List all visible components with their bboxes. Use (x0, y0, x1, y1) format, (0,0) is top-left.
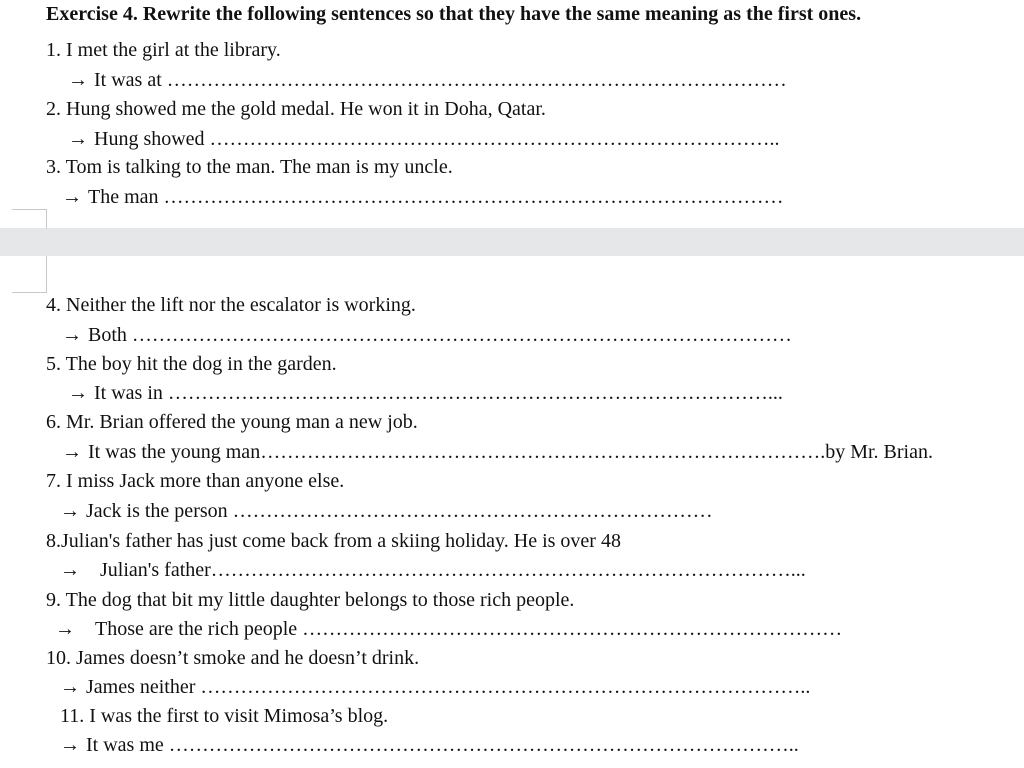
question-4: 4. Neither the lift nor the escalator is working. (46, 294, 416, 316)
answer-line-3[interactable] (62, 185, 784, 209)
answer-line-8[interactable] (60, 558, 806, 582)
answer-prompt-2: Hung showed ………………………………………………………………………….. (94, 128, 780, 150)
arrow-right-icon: → (60, 676, 80, 698)
answer-prompt-7: Jack is the person ……………………………………………………………… (86, 500, 713, 522)
arrow-right-icon: → (62, 324, 82, 346)
answer-prompt-3: The man ………………………………………………………………………………… (88, 186, 784, 208)
answer-prompt-9: Those are the rich people ……………………………………………………………………… (95, 618, 843, 640)
answer-line-5[interactable] (68, 381, 783, 405)
answer-prompt-1: It was at ………………………………………………………………………………… (94, 69, 787, 91)
arrow-right-icon: → (60, 559, 80, 581)
arrow-right-icon: → (68, 69, 88, 91)
arrow-right-icon: → (62, 186, 82, 208)
question-10: 10. James doesn’t smoke and he doesn’t drink. (46, 647, 420, 669)
page-separator (0, 228, 1024, 256)
question-5: 5. The boy hit the dog in the garden. (46, 353, 337, 375)
answer-line-1[interactable] (68, 68, 787, 92)
arrow-right-icon: → (62, 441, 82, 463)
arrow-right-icon: → (68, 382, 88, 404)
exercise-title: Exercise 4. Rewrite the following sentences so that they have the same meaning as the first ones. (46, 3, 862, 25)
answer-prompt-8: Julian's father……………………………………………………………………………... (100, 559, 806, 581)
answer-prompt-10: James neither ……………………………………………………………………………….. (86, 676, 811, 698)
question-9: 9. The dog that bit my little daughter belongs to those rich people. (46, 589, 575, 611)
question-3: 3. Tom is talking to the man. The man is my uncle. (46, 156, 453, 178)
arrow-right-icon: → (60, 500, 80, 522)
question-11: 11. I was the first to visit Mimosa’s blog. (60, 705, 389, 727)
question-6: 6. Mr. Brian offered the young man a new job. (46, 411, 418, 433)
answer-line-10[interactable] (60, 675, 810, 699)
answer-prompt-11: It was me ………………………………………………………………………………….. (86, 734, 799, 756)
question-7: 7. I miss Jack more than anyone else. (46, 470, 345, 492)
page-corner-mark-top (12, 209, 47, 229)
answer-line-2[interactable] (68, 127, 780, 151)
question-2: 2. Hung showed me the gold medal. He won it in Doha, Qatar. (46, 98, 546, 120)
answer-line-7[interactable] (60, 499, 713, 523)
question-8: 8.Julian's father has just come back from a skiing holiday. He is over 48 (46, 530, 621, 552)
page-corner-mark-bottom (12, 256, 47, 293)
arrow-right-icon: → (68, 128, 88, 150)
answer-line-11[interactable] (60, 733, 799, 757)
answer-prompt-4: Both ……………………………………………………………………………………… (88, 324, 792, 346)
arrow-right-icon: → (60, 734, 80, 756)
answer-prompt-5: It was in ………………………………………………………………………………... (94, 382, 783, 404)
answer-line-4[interactable] (62, 323, 792, 347)
answer-line-6[interactable] (62, 440, 933, 464)
answer-prompt-6: It was the young man………………………………………………………………………….by Mr. Brian. (88, 441, 933, 463)
answer-line-9[interactable] (55, 617, 842, 641)
arrow-right-icon: → (55, 618, 75, 640)
question-1: 1. I met the girl at the library. (46, 39, 281, 61)
